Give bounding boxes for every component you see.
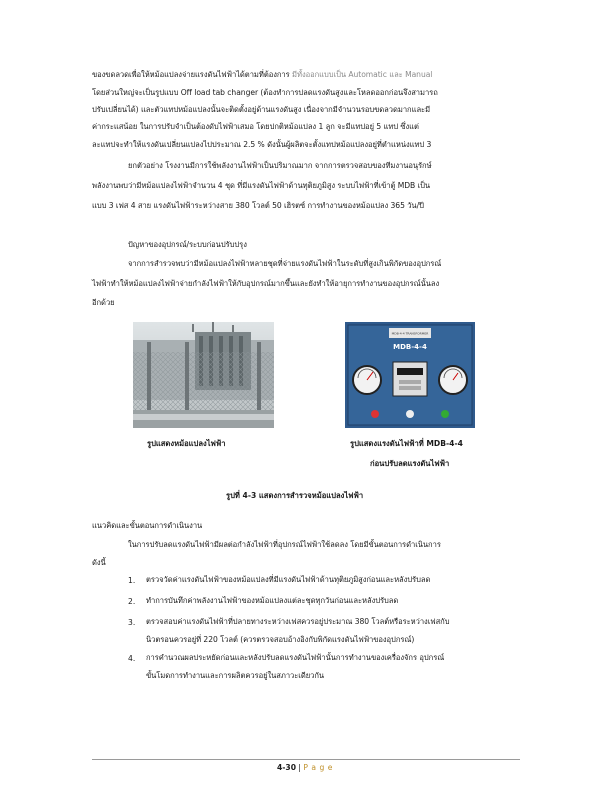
paragraph-1-line-3: ปรับเปลี่ยนได้) และตัวแทปหม้อแปลงนั้นจะติดตั้งอยู่ด้านแรงดันสูง เนื่องจากมีจำนวนรอบขดลวดมากและมี [92, 105, 431, 114]
panel-plate-text: MDB-4-4 TRANSFORMER [391, 331, 429, 336]
paragraph-1-line-4: ค่ากระแสน้อย ในการปรับจำเป็นต้องดับไฟฟ้าเสมอ โดยปกติหม้อแปลง 1 ลูก จะมีแทปอยู่ 5 แทป ซึ่งแต่ [92, 122, 419, 131]
step-3-text-line-1: ตรวจสอบค่าแรงดันไฟฟ้าที่ปลายทางระหว่างเฟสควรอยู่ประมาณ 380 โวลต์หรือระหว่างเฟสกับ [146, 617, 450, 626]
paragraph-4-line-2: ดังนี้ [92, 558, 106, 567]
mdb-panel-photo [345, 322, 475, 428]
paragraph-2-line-1: ยกตัวอย่าง โรงงานมีการใช้พลังงานไฟฟ้าเป็นปริมาณมาก จากการตรวจสอบของทีมงานอนุรักษ์ [128, 161, 432, 170]
step-4-text-line-1: การคำนวณผลประหยัดก่อนและหลังปรับลดแรงดันไฟฟ้านั้นการทำงานของเครื่องจักร อุปกรณ์ [146, 653, 445, 662]
guideline-heading: แนวคิดและขั้นตอนการดำเนินงาน [92, 521, 203, 530]
paragraph-4-line-1: ในการปรับลดแรงดันไฟฟ้ามีผลต่อกำลังไฟฟ้าที่อุปกรณ์ไฟฟ้าใช้ลดลง โดยมีขั้นตอนการดำเนินการ [128, 540, 441, 549]
figure-caption: รูปที่ 4-3 แสดงการสำรวจหม้อแปลงไฟฟ้า [226, 491, 364, 500]
text-run: ของขดลวดเพื่อให้หม้อแปลงจ่ายแรงดันไฟฟ้าได้ตามที่ต้องการ [92, 70, 293, 79]
step-1-number: 1. [128, 576, 136, 585]
panel-label-text: MDB-4-4 [393, 343, 427, 351]
paragraph-1-line-5: ละแทปจะทำให้แรงดันเปลี่ยนแปลงไปประมาณ 2.5 % ดังนั้นผู้ผลิตจะตั้งแทปหม้อแปลงอยู่ที่ตำแหน่งแทป 3 [92, 140, 432, 149]
footer-divider [92, 759, 520, 760]
problem-heading: ปัญหาของอุปกรณ์/ระบบก่อนปรับปรุง [128, 240, 247, 249]
paragraph-3-line-2: ไฟฟ้าทำให้หม้อแปลงไฟฟ้าจ่ายกำลังไฟฟ้าให้กับอุปกรณ์มากขึ้นและยังทำให้อายุการทำงานของอุปกรณ์นั้นลง [92, 279, 440, 288]
paragraph-1-line-1 [92, 66, 522, 83]
paragraph-2-line-2: พลังงานพบว่ามีหม้อแปลงไฟฟ้าจำนวน 4 ชุด ที่มีแรงดันไฟฟ้าด้านทุติยภูมิสูง ระบบไฟฟ้าที่เข้าตู้ MDB เป็น [92, 181, 430, 190]
right-figure-caption-line-1: รูปแสดงแรงดันไฟฟ้าที่ MDB-4-4 [350, 439, 463, 448]
step-3-text-line-2: นิวตรอนควรอยู่ที่ 220 โวลต์ (ควรตรวจสอบอ้างอิงกับพิกัดแรงดันไฟฟ้าของอุปกรณ์) [146, 635, 415, 644]
page-footer [277, 763, 333, 772]
paragraph-3-line-3: อีกด้วย [92, 298, 115, 307]
mdb-panel-illustration [345, 322, 475, 428]
step-2-number: 2. [128, 597, 136, 606]
step-3-number: 3. [128, 618, 136, 627]
footer-separator: | [296, 763, 304, 772]
page-number: 4-30 [277, 763, 297, 772]
paragraph-3-line-1: จากการสำรวจพบว่ามีหม้อแปลงไฟฟ้าหลายชุดที่จ่ายแรงดันไฟฟ้าในระดับที่สูงเกินพิกัดของอุปกรณ์ [128, 259, 442, 268]
paragraph-2-line-3: แบบ 3 เฟส 4 สาย แรงดันไฟฟ้าระหว่างสาย 380 โวลต์ 50 เฮิรตซ์ การทำงานของหม้อแปลง 365 วัน/ปี [92, 201, 424, 210]
step-4-number: 4. [128, 654, 136, 663]
step-4-text-line-2: ขั้นโมดการทำงานและการผลิตควรอยู่ในสภาวะเดียวกัน [146, 671, 325, 680]
text-run-gray: มีทั้งออกแบบเป็น Automatic และ Manual [292, 70, 433, 79]
transformer-photo [133, 322, 274, 428]
transformer-illustration [133, 322, 274, 428]
page-word: P a g e [303, 763, 333, 772]
left-figure-caption: รูปแสดงหม้อแปลงไฟฟ้า [147, 439, 226, 448]
right-figure-caption-line-2: ก่อนปรับลดแรงดันไฟฟ้า [370, 459, 450, 468]
step-2-text: ทำการบันทึกค่าพลังงานไฟฟ้าของหม้อแปลงแต่ละชุดทุกวันก่อนและหลังปรับลด [146, 596, 399, 605]
step-1-text: ตรวจวัดค่าแรงดันไฟฟ้าของหม้อแปลงที่มีแรงดันไฟฟ้าด้านทุติยภูมิสูงก่อนและหลังปรับลด [146, 575, 431, 584]
paragraph-1-line-2: โดยส่วนใหญ่จะเป็นรูปแบบ Off load tab changer (ต้องทำการปลดแรงดันสูงและโหลดออกก่อนจึงสามารถ [92, 88, 438, 97]
